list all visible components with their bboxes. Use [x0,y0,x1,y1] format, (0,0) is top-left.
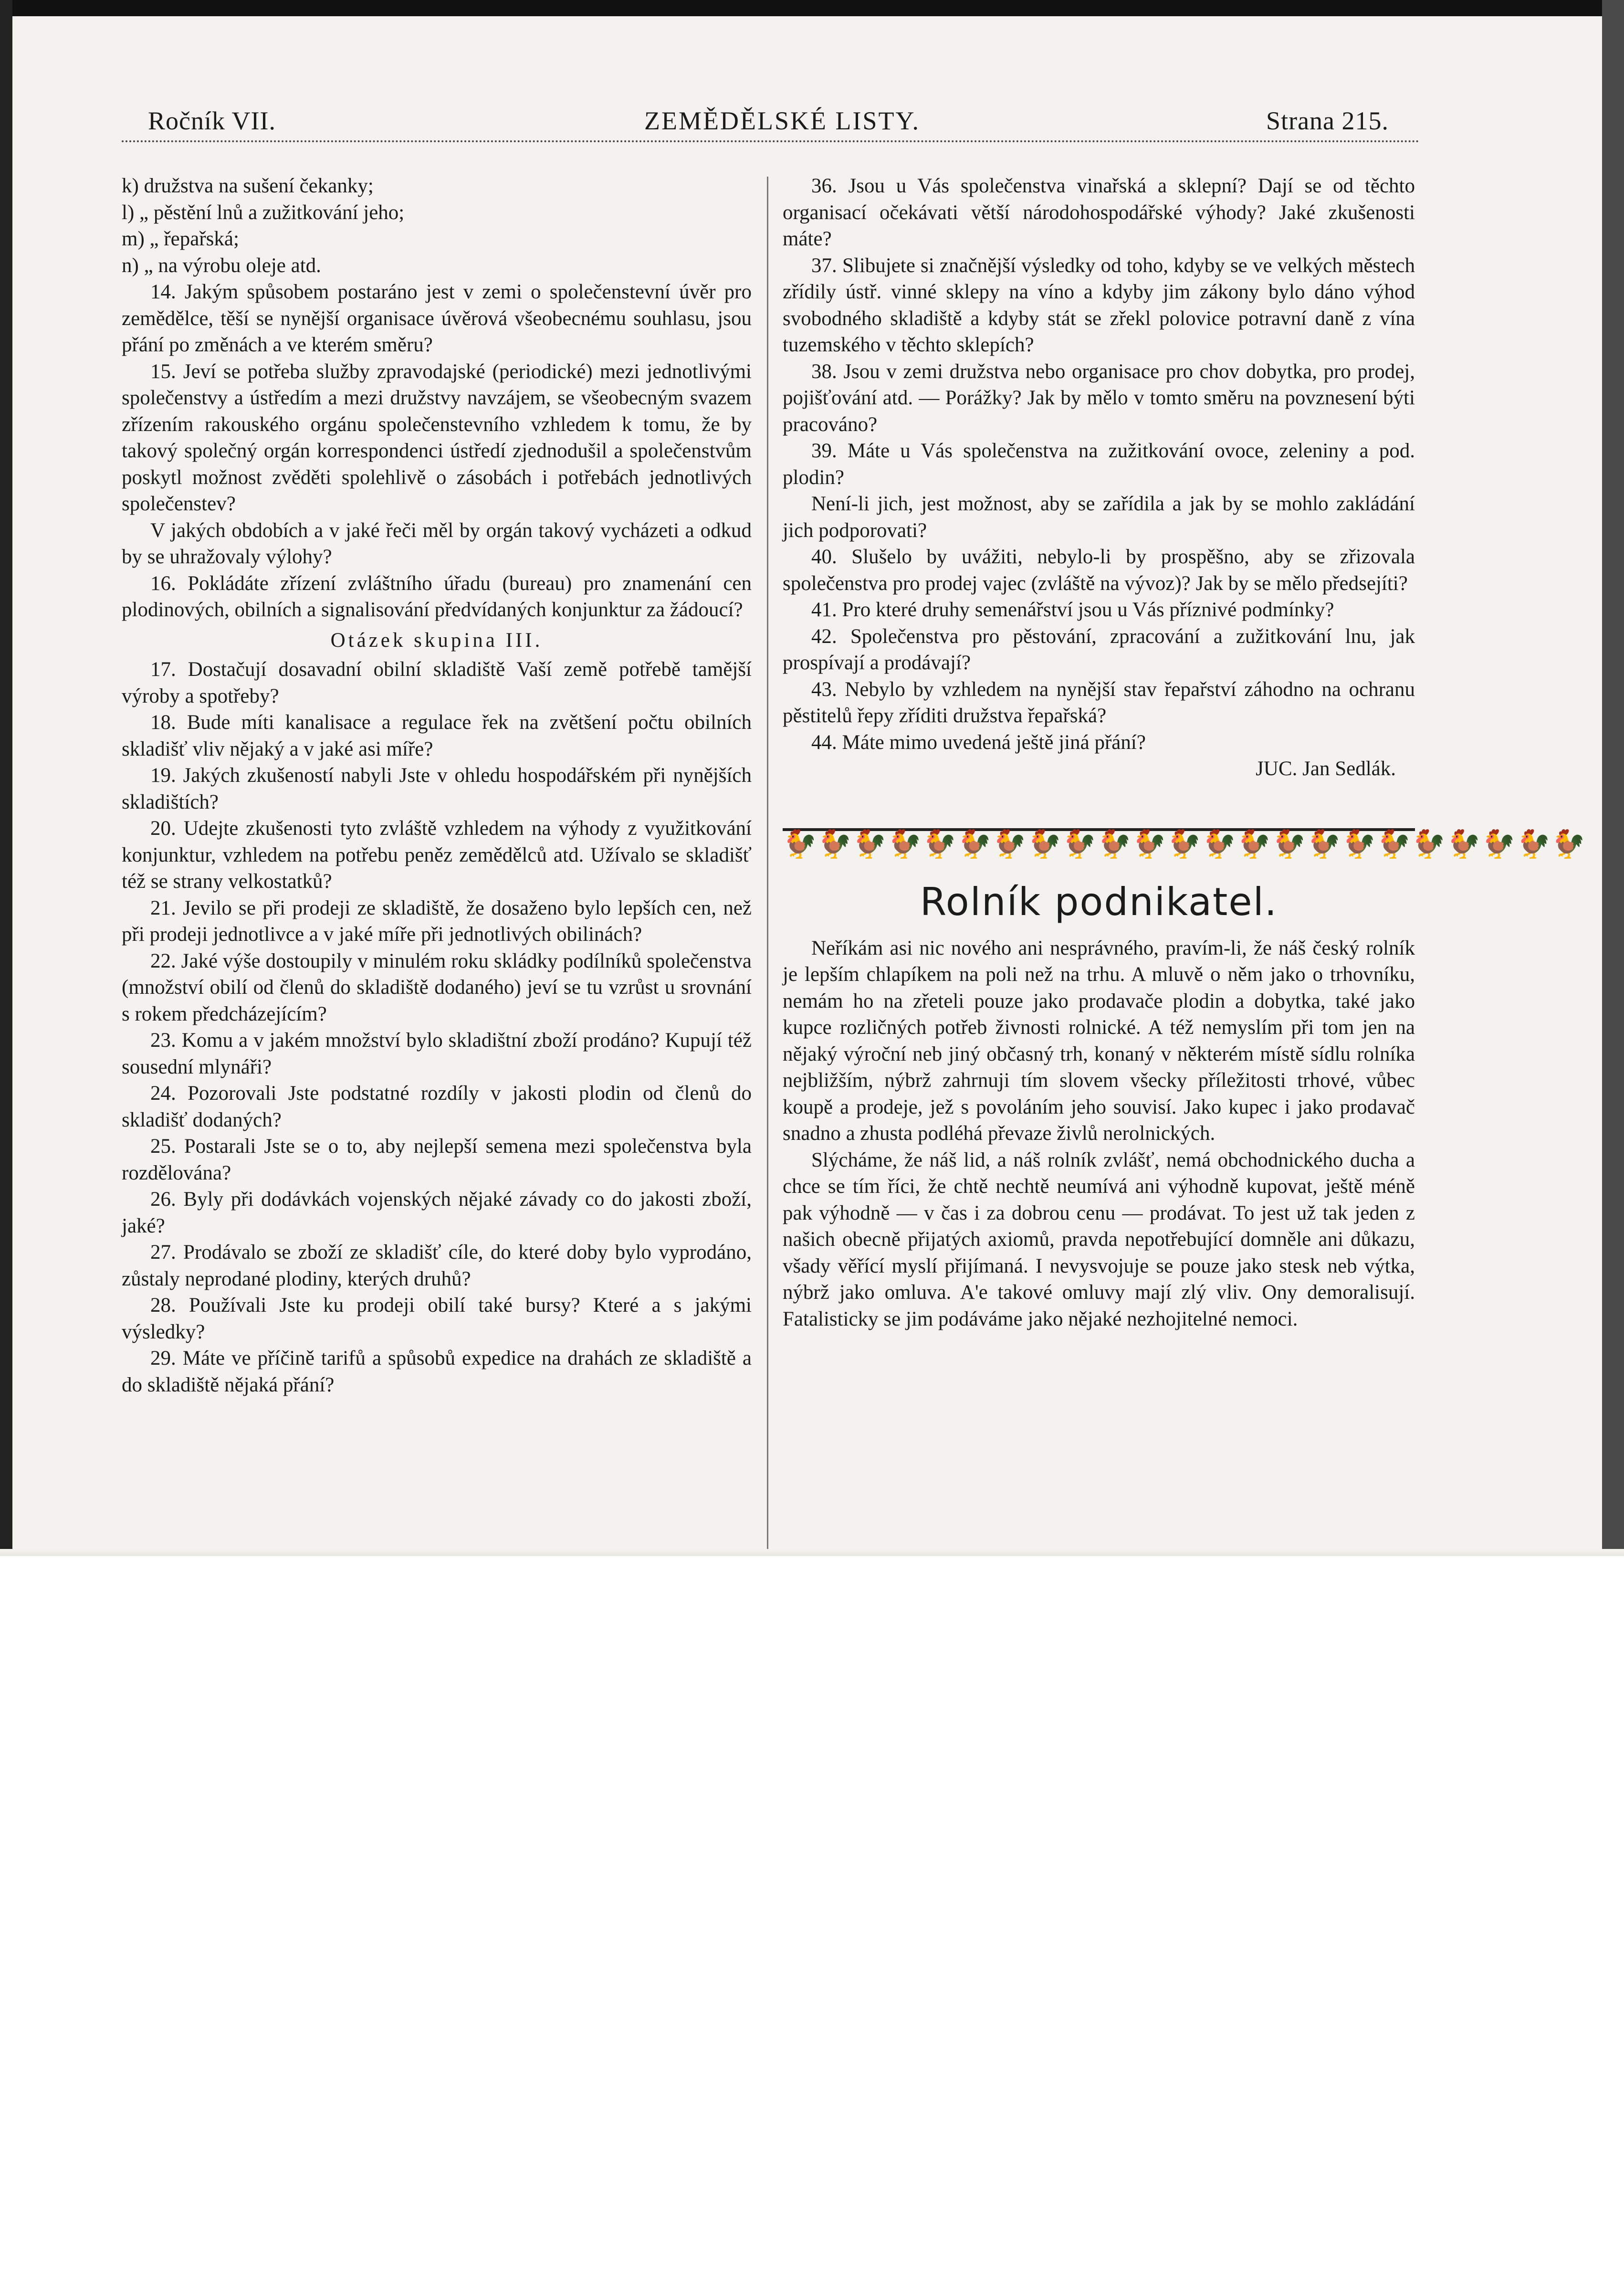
question-paragraph: 24. Pozorovali Jste podstatné rozdíly v jakosti plodin od členů do skladišť dodaných? [122,1082,752,1131]
question-paragraph: m) „ řepařská; [122,228,239,250]
column-divider [767,177,768,1551]
page-number: Strana 215. [1266,106,1389,135]
question-paragraph: 44. Máte mimo uvedená ještě jiná přání? [811,731,1146,754]
question-paragraph: Otázek skupina III. [330,629,543,652]
question-paragraph: 42. Společenstva pro pěstování, zpracování a zužitkování lnu, jak prospívají a prodávají? [783,625,1415,674]
question-paragraph: 27. Prodávalo se zboží ze skladišť cíle, do které doby bylo vyprodáno, zůstaly neprodané plodiny, kterých druhů? [122,1241,752,1290]
scan-bottom-edge [0,1549,1624,1556]
question-paragraph: k) družstva na sušení čekanky; [122,175,374,197]
question-paragraph: 43. Nebylo by vzhledem na nynější stav řepařství záhodno na ochranu pěstitelů řepy zříditi družstva řepařská? [783,678,1415,727]
volume-label: Ročník VII. [148,106,276,135]
question-paragraph: 41. Pro které druhy semenářství jsou u Vás příznivé podmínky? [811,599,1334,621]
article-paragraph: Neříkám asi nic nového ani nesprávného, pravím-li, že náš český rolník je lepším chlapíkem na poli než na trhu. A mluvě o něm jako o trhovníku, nemám ho na zřeteli pouze jako prodavače plodin a dobytka, také jako kupce rozličných potřeb živnosti rolnické. A též nemyslím při tom jen na nějaký výroční neb jiný občasný trh, konaný v některém místě sídlu rolníka nejbližším, nýbrž zahrnuji tím slovem všecky příležitosti trhové, vůbec koupě a prodeje, jež s povoláním jeho souvisí. Jako kupec i jako prodavač snadno a zhusta podléhá převaze živlů nerolnických. [783,937,1415,1145]
question-paragraph: JUC. Jan Sedlák. [1256,758,1396,780]
running-header [148,106,1417,139]
header-rule [122,140,1420,142]
question-paragraph: 29. Máte ve příčině tarifů a spůsobů expedice na drahách ze skladiště a do skladiště nějaká přání? [122,1347,752,1396]
scan-top-border [0,0,1624,16]
question-paragraph: 22. Jaké výše dostoupily v minulém roku skládky podílníků společenstva (množství obilí od členů do skladiště dodaného) jeví se tu vzrůst u srovnání s rokem předcházejícím? [122,949,752,1025]
question-paragraph: 38. Jsou v zemi družstva nebo organisace pro chov dobytka, pro prodej, pojišťování atd. — Porážky? Jak by mělo v tomto směru na povznesení býti pracováno? [783,360,1415,436]
question-paragraph: 25. Postarali Jste se o to, aby nejlepší semena mezi společenstva byla rozdělována? [122,1135,752,1184]
journal-title: ZEMĚDĚLSKÉ LISTY. [644,106,920,135]
question-paragraph: 28. Používali Jste ku prodeji obilí také bursy? Které a s jakými výsledky? [122,1294,752,1343]
question-paragraph: 14. Jakým spůsobem postaráno jest v zemi o společenstevní úvěr pro zemědělce, těší se nynější organisace úvěrová všeobecnému souhlasu, jsou přání po změnách a ve kterém směru? [122,281,752,356]
question-paragraph: 20. Udejte zkušenosti tyto zvláště vzhledem na výhody z využitkování konjunktur, vzhledem na potřebu peněz zemědělců atd. Užívalo se skladišť též se strany velkostatků? [122,817,752,893]
question-paragraph: 21. Jevilo se při prodeji ze skladiště, že dosaženo bylo lepších cen, než při prodeji jednotlivce a v jaké míře při jednotlivých obilinách? [122,896,752,946]
questionnaire-continuation [783,173,1415,782]
question-paragraph: 40. Slušelo by uvážiti, nebylo-li by prospěšno, aby se zřizovala společenstva pro prodej vajec (zvláště na vývoz)? Jak by se mělo předsejíti? [783,546,1415,595]
right-column [783,173,1586,1332]
question-paragraph: 26. Byly při dodávkách vojenských nějaké závady co do jakosti zboží, jaké? [122,1188,752,1237]
article-body [783,935,1415,1333]
article-paragraph: Slýcháme, že náš lid, a náš rolník zvlášť, nemá obchodnického ducha a chce se tím říci, že chtě nechtě neumívá ani výhodně kupovat, ještě méně pak výhodně — v čas i za dobrou cenu — prodávat. To jest už tak jeden z našich obecně přijatých axiomů, pravda nepotřebující domněle ani důkazu, všady věřící myslí přijímaná. I nevysvojuje se pouze jako stesk neb výtka, nýbrž jako omluva. A'e takové omluvy mají zlý vliv. Ony demoralisují. Fatalisticky se jim podáváme jako nějaké nezhojitelné nemoci. [783,1148,1415,1330]
question-paragraph: 17. Dostačují dosavadní obilní skladiště Vaší země potřebě tamější výroby a spotřeby? [122,658,752,707]
question-paragraph: 37. Slibujete si značnější výsledky od toho, kdyby se ve velkých městech zřídily ústř. vinné sklepy na víno a kdyby jim zákony bylo dáno výhod svobodného skladiště a kdyby stát se zřekl polovice potravní daně z vína tuzemského v těchto sklepích? [783,254,1415,356]
question-paragraph: 18. Bude míti kanalisace a regulace řek na zvětšení počtu obilních skladišť vliv nějaký a v jaké asi míře? [122,711,752,760]
question-paragraph: n) „ na výrobu oleje atd. [122,254,321,277]
scan-left-border [0,0,12,1556]
question-paragraph: 23. Komu a v jakém množství bylo skladištní zboží prodáno? Kupují též sousední mlynáři? [122,1029,752,1078]
question-paragraph: l) „ pěstění lnů a zužitkování jeho; [122,201,405,224]
question-paragraph: 39. Máte u Vás společenstva na zužitkování ovoce, zeleniny a pod. plodin? [783,440,1415,489]
left-column [122,173,752,1398]
question-paragraph: V jakých obdobích a v jaké řeči měl by orgán takový vycházeti a odkud by se uhražovaly výlohy? [122,519,752,568]
question-paragraph: 16. Pokládáte zřízení zvláštního úřadu (bureau) pro znamenání cen plodinových, obilních a signalisování předvídaných konjunktur za žádoucí? [122,572,752,621]
ornament-border: 🐓🐓🐓🐓🐓🐓🐓🐓🐓🐓🐓🐓🐓🐓🐓🐓🐓🐓🐓🐓🐓🐓🐓 [783,828,1586,860]
question-paragraph: Není-li jich, jest možnost, aby se zařídila a jak by se mohlo zakládání jich podporovati? [783,493,1415,542]
scan-right-border [1602,0,1624,1556]
question-paragraph: 36. Jsou u Vás společenstva vinařská a sklepní? Dají se od těchto organisací očekávati větší národohospodářské výhody? Jaké zkušenosti máte? [783,175,1415,250]
question-paragraph: 19. Jakých zkušeností nabyli Jste v ohledu hospodářském při nynějších skladištích? [122,764,752,813]
article-title: Rolník podnikatel. [920,879,1278,924]
question-paragraph: 15. Jeví se potřeba služby zpravodajské (periodické) mezi jednotlivými společenstvy a ústředím a mezi družstvy navzájem, se všeobecným svazem zřízením rakouského orgánu společenstevního vzhledem k tomu, že by takový společný orgán korrespondenci ústředí zjednodušil a společenstvům poskytl možnost zvěděti spolehlivě o zásobách i potřebách jednotlivých společenstev? [122,360,752,515]
